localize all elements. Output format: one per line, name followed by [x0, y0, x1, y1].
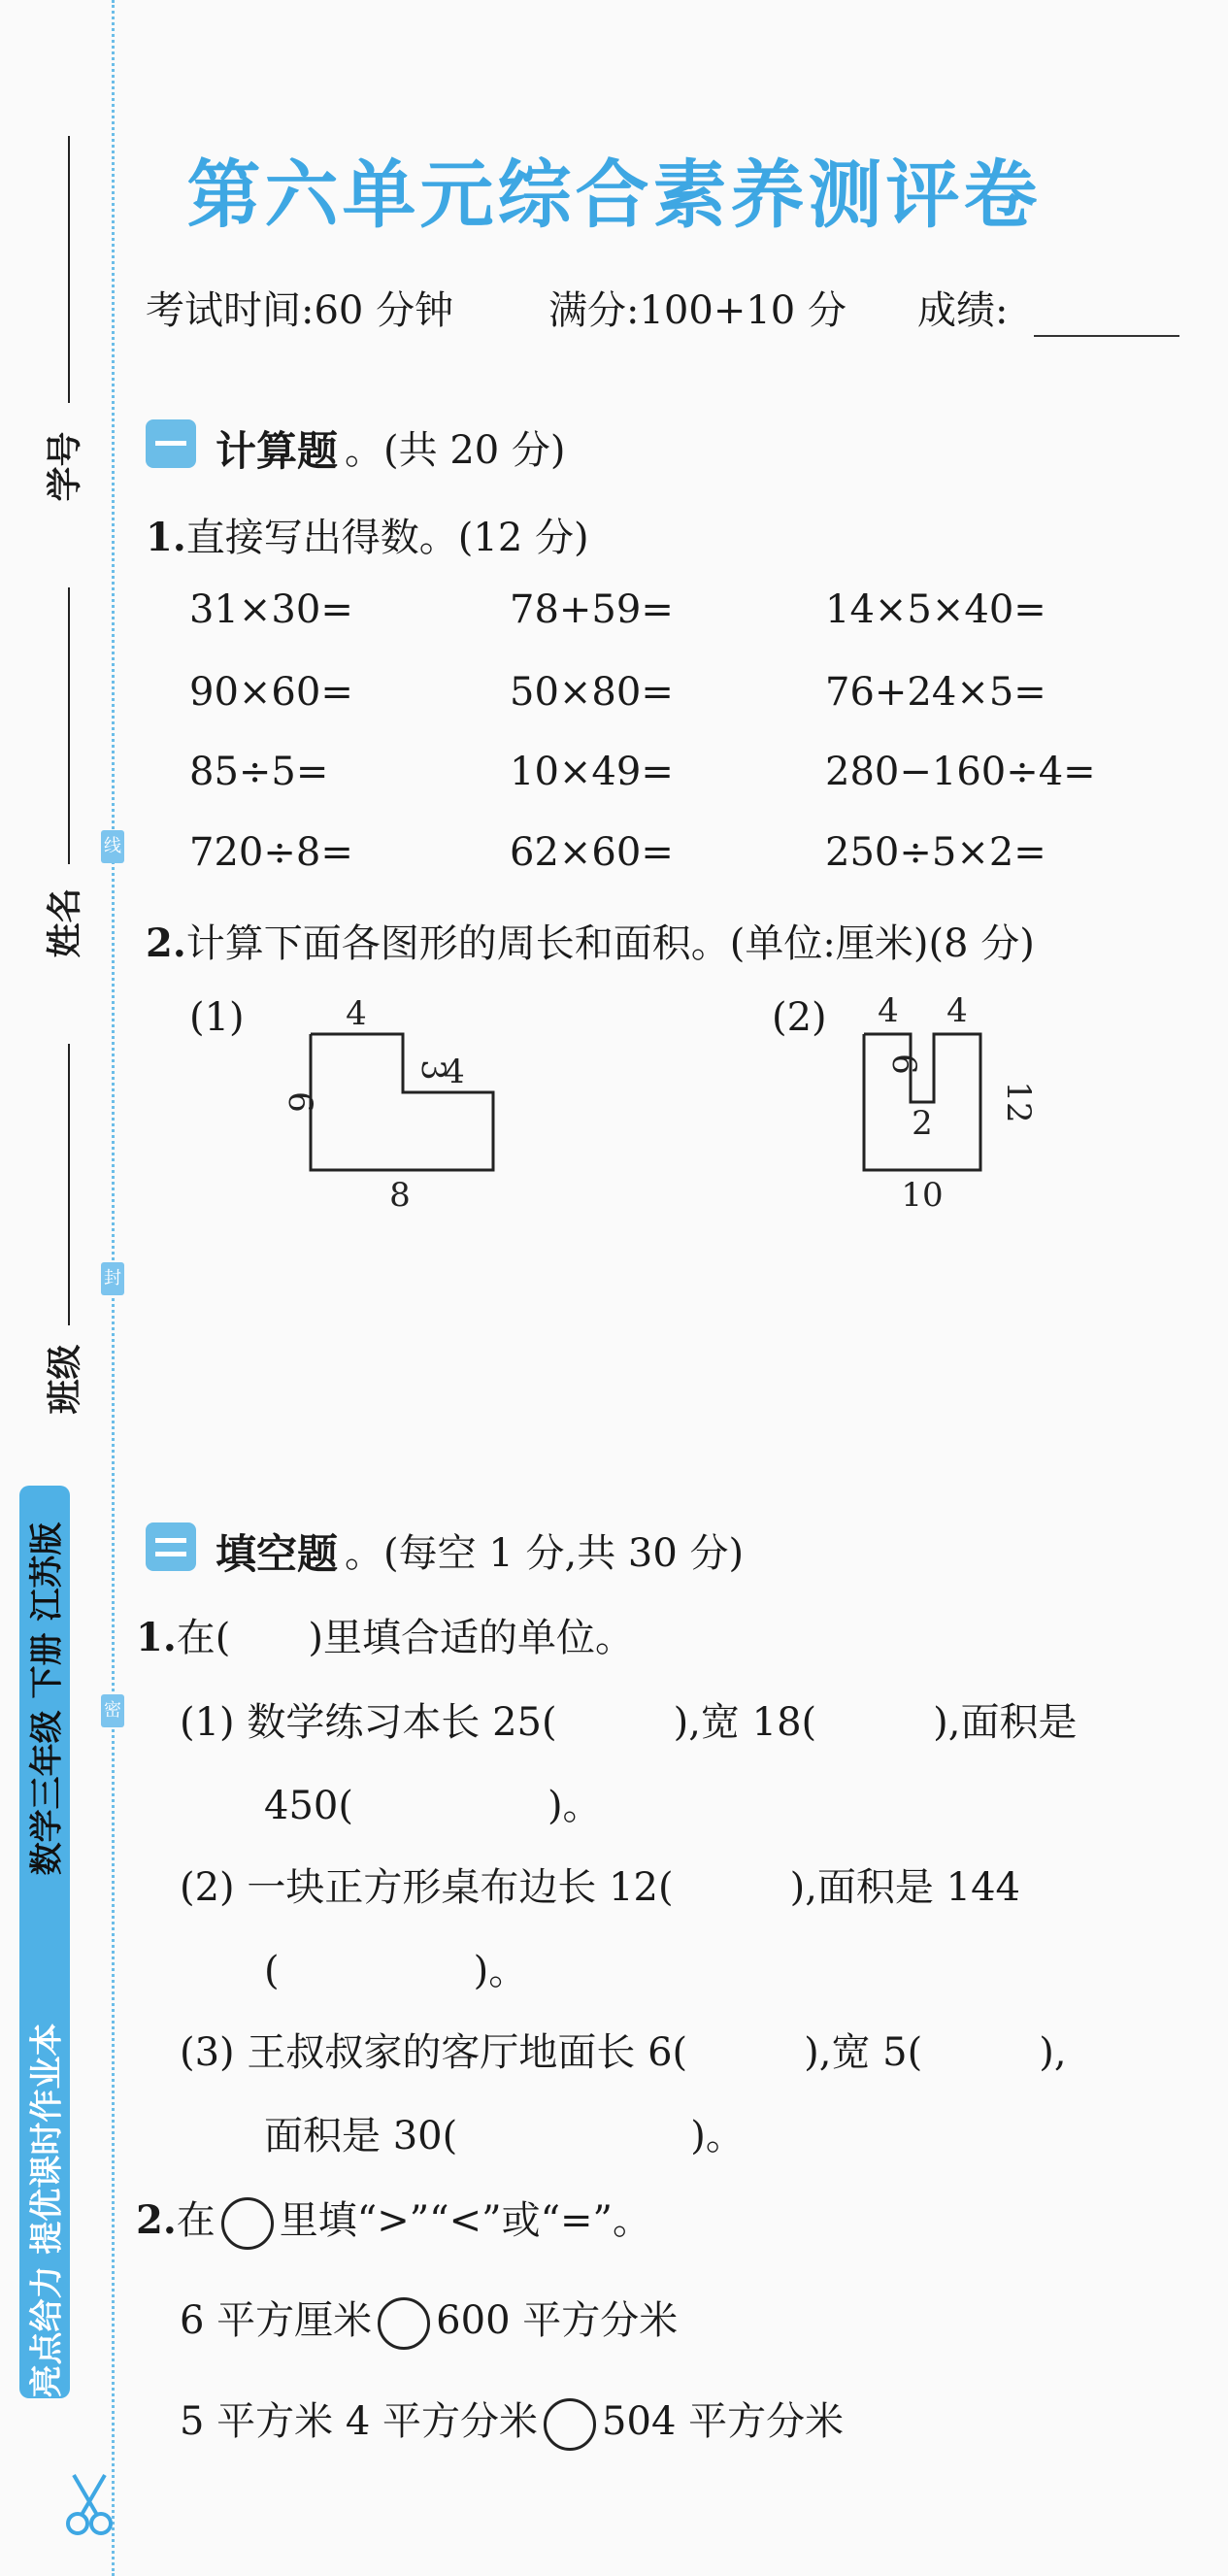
figure-1-inner-vertical-label: 3 [414, 1059, 452, 1081]
question-number: 1. [146, 515, 186, 560]
figure-1-top-label: 4 [346, 994, 367, 1033]
compare-right: 504 平方分米 [602, 2399, 845, 2444]
page-title: 第六单元综合素养测评卷 [186, 151, 1042, 238]
calc-item: 720÷8= [189, 830, 353, 875]
question-text-part: 在 [176, 2198, 216, 2243]
full-score: 满分:100+10 分 [548, 288, 846, 333]
figure-1-shape [262, 981, 524, 1223]
question-text: 在( )里填合适的单位。 [176, 1616, 634, 1660]
compare-left: 5 平方米 4 平方分米 [180, 2399, 539, 2444]
figure-2-top-right-label: 4 [946, 991, 968, 1030]
figure-1-bottom-label: 8 [389, 1176, 411, 1215]
score-label: 成绩: [917, 288, 1009, 333]
scissors-icon [60, 2471, 118, 2539]
section-two-badge [146, 1522, 196, 1571]
fill-item-3-cont: 面积是 30( )。 [264, 2114, 745, 2158]
question-text-part: 里填“>”“<”或“=”。 [279, 2198, 652, 2243]
exam-time: 考试时间:60 分钟 [146, 288, 454, 333]
seal-seal-char: 封 [101, 1262, 124, 1295]
question-2-2 [136, 2190, 651, 2250]
student-id-label: 学号 [45, 431, 85, 502]
figure-2-right-label: 12 [999, 1081, 1038, 1123]
figure-2-notch-depth-label: 6 [884, 1054, 923, 1075]
fill-item-1-cont: 450( )。 [264, 1784, 602, 1828]
question-1-1 [146, 507, 589, 562]
question-1-2 [146, 913, 1035, 968]
seal-line-char: 线 [101, 830, 124, 863]
figure-1-left-label: 6 [281, 1091, 319, 1113]
calc-item: 76+24×5= [825, 670, 1046, 715]
question-number: 2. [136, 2197, 177, 2243]
section-one-note: 。(共 20 分) [345, 428, 566, 473]
question-text: 直接写出得数。(12 分) [185, 516, 589, 560]
fill-item-2: (2) 一块正方形桌布边长 12( ),面积是 144 [180, 1865, 1020, 1910]
figure-2-notch-width-label: 2 [912, 1104, 933, 1143]
compare-row [180, 2391, 844, 2451]
section-two-note: 。(每空 1 分,共 30 分) [345, 1531, 745, 1576]
compare-circle[interactable] [378, 2297, 430, 2350]
calc-item: 10×49= [510, 750, 674, 794]
seal-secret-char: 密 [101, 1694, 124, 1727]
calc-item: 78+59= [510, 587, 674, 632]
class-line [68, 1044, 70, 1325]
grade-edition: 数学三年级 下册 江苏版 [27, 1522, 67, 1876]
score-blank[interactable] [1034, 335, 1179, 337]
figure-1-label: (1) [189, 995, 245, 1040]
figure-2-shape [845, 981, 1058, 1223]
calc-item: 85÷5= [189, 750, 329, 794]
name-label: 姓名 [45, 887, 85, 958]
calc-item: 250÷5×2= [825, 830, 1046, 875]
section-one-title: 计算题 [216, 427, 339, 475]
calc-item: 62×60= [510, 830, 674, 875]
fill-item-1: (1) 数学练习本长 25( ),宽 18( ),面积是 [180, 1700, 1078, 1745]
figure-2-bottom-label: 10 [901, 1176, 944, 1215]
compare-right: 600 平方分米 [436, 2298, 679, 2343]
circle-blank[interactable] [221, 2197, 274, 2250]
compare-row [180, 2290, 678, 2350]
series-name: 亮点给力 提优课时作业本 [27, 2023, 67, 2398]
calc-item: 31×30= [189, 587, 353, 632]
section-two-title: 填空题 [216, 1530, 339, 1578]
name-line [68, 587, 70, 864]
figure-2-label: (2) [772, 995, 827, 1040]
question-number: 1. [136, 1615, 177, 1660]
calc-item: 50×80= [510, 670, 674, 715]
question-number: 2. [146, 920, 186, 966]
calc-item: 14×5×40= [825, 587, 1046, 632]
compare-left: 6 平方厘米 [180, 2298, 373, 2343]
fill-item-2-cont: ( )。 [264, 1949, 528, 1993]
question-2-1 [136, 1607, 634, 1662]
compare-circle[interactable] [544, 2398, 596, 2451]
figure-1-inner-horizontal-label: 4 [444, 1053, 465, 1091]
figure-2-top-left-label: 4 [878, 991, 899, 1030]
section-one-badge [146, 419, 196, 468]
fill-item-3: (3) 王叔叔家的客厅地面长 6( ),宽 5( ), [180, 2030, 1067, 2075]
question-text: 计算下面各图形的周长和面积。(单位:厘米)(8 分) [185, 921, 1035, 966]
class-label: 班级 [45, 1344, 85, 1415]
calc-item: 90×60= [189, 670, 353, 715]
calc-item: 280−160÷4= [825, 750, 1096, 794]
